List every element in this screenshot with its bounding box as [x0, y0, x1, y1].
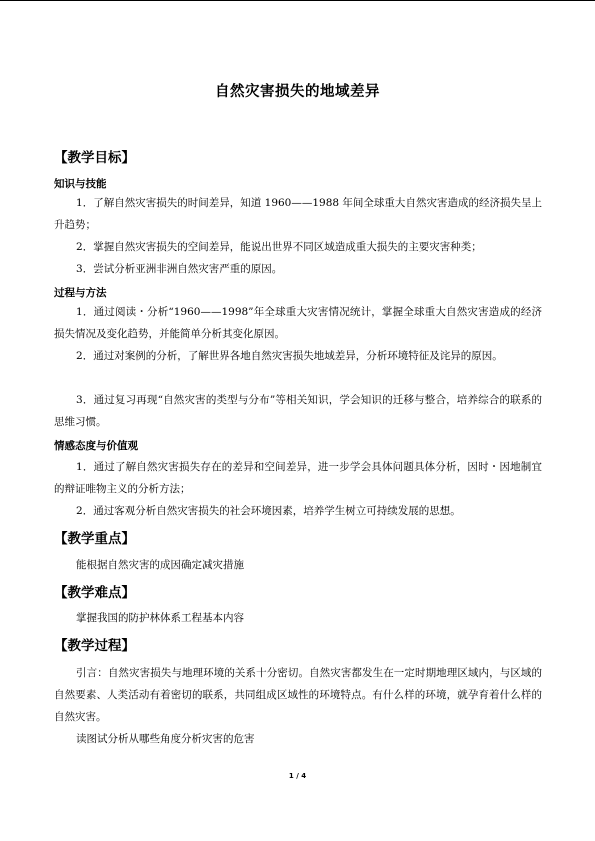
process-item-2: 2．通过对案例的分析，了解世界各地自然灾害损失地域差异，分析环境特征及诧异的原因。	[76, 350, 503, 362]
process-methods-heading: 过程与方法	[54, 287, 107, 299]
difficulties-heading: 【教学难点】	[54, 585, 135, 601]
attitude-item-2: 2．通过客观分析自然灾害损失的社会环境因素，培养学生树立可持续发展的思想。	[76, 505, 461, 517]
header-rule	[0, 0, 595, 1]
process-item-3: 3．通过复习再现“自然灾害的类型与分布”等相关知识，学会知识的迁移与整合，培养综合的联系的思维习惯。	[54, 394, 542, 428]
key-points-text: 能根据自然灾害的成因确定减灾措施	[76, 559, 245, 571]
teaching-process-heading: 【教学过程】	[54, 638, 135, 654]
key-points-heading: 【教学重点】	[54, 531, 135, 547]
attitude-item-1: 1．通过了解自然灾害损失存在的差异和空间差异，进一步学会具体问题具体分析，因时・因地制宜的辩证唯物主义的分析方法；	[54, 461, 542, 495]
knowledge-skills-heading: 知识与技能	[54, 178, 107, 190]
process-task-text: 读图试分析从哪些角度分析灾害的危害	[76, 733, 255, 745]
knowledge-item-2: 2．掌握自然灾害损失的空间差异，能说出世界不同区域造成重大损失的主要灾害种类；	[76, 241, 482, 253]
knowledge-item-1: 1．了解自然灾害损失的时间差异，知道 1960——1988 年间全球重大自然灾害造成的经济损失呈上升趋势；	[54, 197, 542, 231]
document-title: 自然灾害损失的地域差异	[215, 84, 380, 100]
knowledge-item-3: 3．尝试分析亚洲非洲自然灾害严重的原因。	[76, 263, 283, 275]
difficulties-text: 掌握我国的防护林体系工程基本内容	[76, 612, 245, 624]
process-item-1: 1．通过阅读・分析“1960——1998”年全球重大灾害情况统计，掌握全球重大自然灾害造成的经济损失情况及变化趋势，并能简单分析其变化原因。	[54, 306, 542, 340]
objectives-heading: 【教学目标】	[54, 150, 135, 166]
process-intro-text: 引言：自然灾害损失与地理环境的关系十分密切。自然灾害都发生在一定时期地理区域内，与区域的自然要素、人类活动有着密切的联系，共同组成区域性的环境特点。有什么样的环境，就孕育着什么样的自然灾害。	[54, 667, 542, 723]
attitude-values-heading: 情感态度与价值观	[54, 440, 138, 452]
page-number: 1 / 4	[288, 772, 307, 780]
